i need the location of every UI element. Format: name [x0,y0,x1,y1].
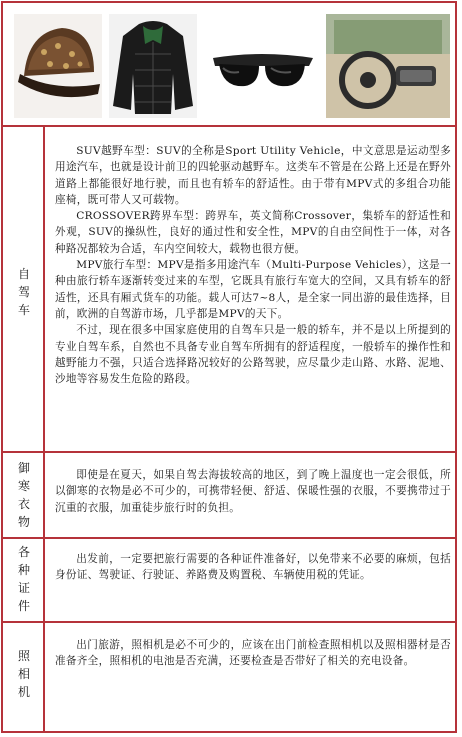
section-label-camera: 照 相 机 [17,649,30,699]
section-content-warm-clothing [55,467,451,516]
paragraph: 即使是在夏天，如果自驾去海拔较高的地区，到了晚上温度也一定会很低，所以御寒的衣物是必不可少的，可携带轻便、舒适、保暖性强的衣服，不要携带过于沉重的衣服，加重徒步旅行时的负担。 [55,469,451,514]
column-divider [43,127,45,733]
section-content-camera [55,637,451,670]
paragraph: 不过，现在很多中国家庭使用的自驾车只是一般的轿车，并不是以上所提到的专业自驾车系，自然也不具备专业自驾车所拥有的舒适程度，一般轿车的操作性和越野能力不强，只适合选择路况较好的公路驾驶，应尽量少走山路、水路、泥地、沙地等容易发生危险的路段。 [55,324,451,386]
row-divider [3,537,455,539]
row-divider [3,621,455,623]
cap-photo [14,14,102,118]
document-table [1,1,457,733]
paragraph: 出门旅游，照相机是必不可少的，应该在出门前检查照相机以及照相器材是否准备齐全，照相机的电池是否充满，还要检查是否带好了相关的充电设备。 [55,639,451,668]
section-content-self-drive-car [55,143,451,387]
section-label-documents: 各 种 证 件 [17,545,30,613]
car-interior-photo [326,14,450,118]
photo-strip [5,5,457,127]
sunglasses-photo [205,14,319,118]
row-divider [3,125,455,127]
section-label-self-drive-car: 自 驾 车 [17,267,30,317]
row-divider [3,451,455,453]
jacket-photo [109,14,197,118]
paragraph: 出发前，一定要把旅行需要的各种证件准备好，以免带来不必要的麻烦，包括身份证、驾驶证、行驶证、养路费及购置税、车辆使用税的凭证。 [55,553,451,582]
paragraph: CROSSOVER跨界车型：跨界车，英文简称Crossover，集轿车的舒适性和外观，SUV的操纵性，良好的通过性和安全性，MPV的自由空间性于一体，对各种路况都较为合适，车内空间较大，载物也很方便。 [55,210,451,255]
section-content-documents [55,551,451,584]
paragraph: SUV越野车型：SUV的全称是Sport Utility Vehicle，中文意思是运动型多用途汽车，也就是设计前卫的四轮驱动越野车。这类车不管是在公路上还是在野外道路上都能很好地行驶，而且也有轿车的舒适性。由于带有MPV式的多组合功能座椅，既可带人又可载物。 [55,145,451,206]
paragraph: MPV旅行车型：MPV是指多用途汽车（Multi-Purpose Vehicles），这是一种由旅行轿车逐渐转变过来的车型，它既具有旅行车宽大的空间，又具有轿车的舒适性，还具有厢式货车的功能。载人可达7~8人，是全家一同出游的最佳选择，目前，欧洲的自驾游市场，几乎都是MPV的天下。 [55,259,451,320]
section-label-warm-clothing: 御 寒 衣 物 [17,461,30,529]
